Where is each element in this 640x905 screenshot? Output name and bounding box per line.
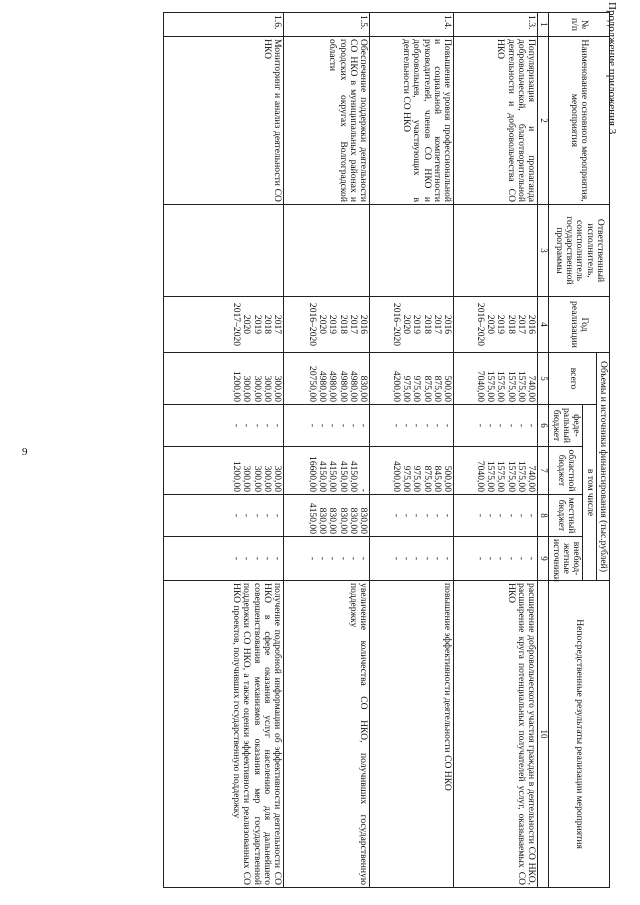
row-result: расширение добровольческого участия граждан в деятельности СО НКО, расширение круга потенциальных получателей услуг, оказываемых СО НКО [454,581,538,888]
row-total: 830,00 4980,00 4980,00 4980,00 4980,00 20750,00 [284,353,370,405]
program-table [163,12,610,888]
header-name: Наименование основного мероприятия, мероприятия [549,37,610,205]
header-regional: областной бюджет [549,447,583,495]
header-total: всего [549,353,596,405]
header-row-1 [596,13,609,888]
col-number: 4 [538,297,549,353]
row-years: 2016 2017 2018 2019 2020 2016–2020 [454,297,538,353]
row-num: 1.4. [370,13,454,37]
table-row [164,13,284,888]
page-number: 9 [22,446,28,458]
row-responsible [164,205,284,297]
row-num: 1.3. [454,13,538,37]
col-number: 6 [538,405,549,447]
col-number: 10 [538,581,549,888]
col-number: 7 [538,447,549,495]
row-total: 740,00 1575,00 1575,00 1575,00 1575,00 7040,00 [454,353,538,405]
row-federal: - - - - - - [454,405,538,447]
row-responsible [454,205,538,297]
row-name: Мониторинг и анализ деятельности СО НКО [164,37,284,205]
row-total: 500,00 875,00 875,00 975,00 975,00 4200,00 [370,353,454,405]
col-number: 1 [538,13,549,37]
row-offbudget: - - - - - - [284,537,370,581]
header-offbudget: внебюд- жетные источники [549,537,583,581]
row-federal: - - - - - [164,405,284,447]
rotated-table-wrapper [50,12,610,887]
col-number: 3 [538,205,549,297]
header-num: № п/п [549,13,610,37]
table-row [284,13,370,888]
header-funding: Объемы и источники финансирования (тыс.рублей) [596,353,609,581]
col-number: 5 [538,353,549,405]
row-federal: - - - - - - [370,405,454,447]
row-name: Обеспечение поддержки деятельности СО НКО в муниципальных районах и городских округах Волгоградской области [284,37,370,205]
row-local: 830,00 830,00 830,00 830,00 830,00 4150,00 [284,495,370,537]
header-incl: в том числе [583,405,596,581]
row-local: - - - - - - [370,495,454,537]
header-responsible: Ответственный исполнитель, соисполнитель государственной программы [549,205,610,297]
header-year: Год реализации [549,297,610,353]
row-offbudget: - - - - - - [370,537,454,581]
row-regional: 740,00 1575,00 1575,00 1575,00 1575,00 7040,00 [454,447,538,495]
row-offbudget: - - - - - - [454,537,538,581]
header-result: Непосредственные результаты реализации мероприятия [549,581,610,888]
row-years: 2017 2018 2019 2020 2017–2020 [164,297,284,353]
row-regional: 300,00 300,00 300,00 300,00 1200,00 [164,447,284,495]
row-result: получение подробной информации об эффективности деятельности СО НКО в сфере оказания услуг населению для дальнейшего совершенствования механизмов оказания мер государственной поддержки СО НКО, а также оценки эффективности реализованных СО НКО проектов, получивших государственную поддержку [164,581,284,888]
header-federal: феде- ральный бюджет [549,405,583,447]
row-name: Популяризация и пропаганда добровольческой, благотворительной деятельности и добровольчества СО НКО [454,37,538,205]
row-regional: 500,00 845,00 875,00 975,00 975,00 4200,00 [370,447,454,495]
row-offbudget: - - - - - [164,537,284,581]
header-local: местный бюджет [549,495,583,537]
row-num: 1.5. [284,13,370,37]
row-num: 1.6. [164,13,284,37]
appendix-label: Продолжение приложения 3 [606,2,618,135]
col-number: 9 [538,537,549,581]
row-years: 2016 2017 2018 2019 2020 2016–2020 [370,297,454,353]
row-responsible [370,205,454,297]
row-regional: - 4150,00 4150,00 4150,00 4150,00 16600,00 [284,447,370,495]
row-local: - - - - - [164,495,284,537]
row-total: 300,00 300,00 300,00 300,00 1200,00 [164,353,284,405]
col-number: 8 [538,495,549,537]
row-federal: - - - - - - [284,405,370,447]
table-row [370,13,454,888]
row-responsible [284,205,370,297]
row-local: - - - - - - [454,495,538,537]
col-number: 2 [538,37,549,205]
row-result: увеличение количества СО НКО, получивших государственную поддержку [284,581,370,888]
row-years: 2016 2017 2018 2019 2020 2016–2020 [284,297,370,353]
table-row [454,13,538,888]
column-number-row [538,13,549,888]
row-result: повышение эффективности деятельности СО НКО [370,581,454,888]
row-name: Повышение уровня профессиональной и социальной компетентности руководителей, членов СО НКО и добровольцев, участвующих в деятельности СО НКО [370,37,454,205]
